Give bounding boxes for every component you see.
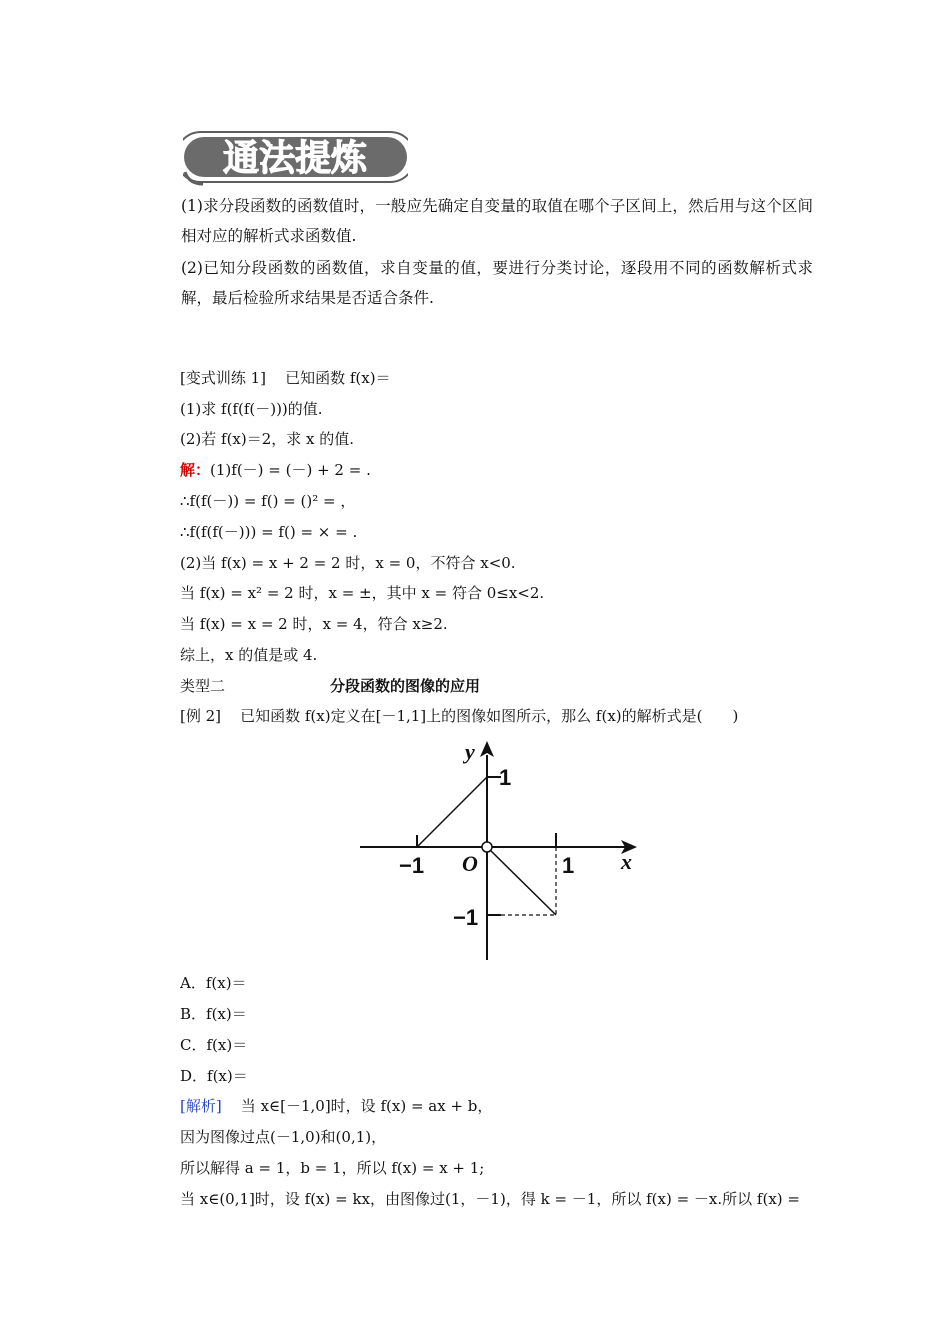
analysis-line-4: 当 x∈(0,1]时，设 f(x) = kx，由图像过(1，－1)，得 k = －1，所以 f(x) = －x.所以 f(x) = (180, 1190, 800, 1208)
exercise-heading (180, 368, 391, 388)
summary-paragraph-2 (137, 253, 813, 313)
option-b: B．f(x)＝ (180, 1005, 247, 1023)
option-a: A．f(x)＝ (180, 974, 247, 992)
exercise-tag: [变式训练 1] (180, 369, 267, 387)
solution-line-3: ∴f(f(f(－))) = f() = × = . (180, 523, 358, 541)
banner-title: 通法提炼 (222, 138, 368, 179)
option-c: C．f(x)＝ (180, 1036, 248, 1054)
analysis-line-2: 因为图像过点(－1,0)和(0,1)， (180, 1128, 387, 1146)
section-banner (183, 128, 408, 188)
analysis-text-1: 当 x∈[－1,0]时，设 f(x) = ax + b， (240, 1097, 493, 1115)
graph-svg (355, 735, 645, 965)
solution-line-4: (2)当 f(x) = x + 2 = 2 时，x = 0，不符合 x<0. (180, 554, 516, 572)
solution-line-6: 当 f(x) = x = 2 时，x = 4，符合 x≥2. (180, 615, 448, 633)
origin-label: O (462, 851, 478, 876)
solution-line-1 (180, 460, 371, 480)
summary-text-1: (1)求分段函数的函数值时，一般应先确定自变量的取值在哪个子区间上，然后用与这个区间相对应的解析式求函数值. (181, 197, 813, 245)
open-point-origin (482, 842, 492, 852)
analysis-label: [解析] (180, 1097, 222, 1115)
analysis-line-1 (180, 1096, 492, 1116)
tick-label-y-bottom: −1 (453, 905, 479, 930)
option-d: D．f(x)＝ (180, 1067, 248, 1085)
example-heading (180, 706, 738, 726)
example-tag: [例 2] (180, 707, 222, 725)
solution-label: 解： (180, 461, 211, 479)
tick-label-y-top: 1 (499, 765, 512, 790)
solution-text-1: (1)f(－) = (－) + 2 = . (210, 461, 371, 479)
tick-label-x-left: −1 (399, 853, 425, 878)
y-axis-arrow-icon (480, 741, 494, 757)
summary-text-2: (2)已知分段函数的函数值，求自变量的值，要进行分类讨论，逐段用不同的函数解析式求解，最后检验所求结果是否适合条件. (181, 259, 813, 307)
function-graph (355, 735, 645, 965)
segment-left (417, 777, 487, 847)
section-title: 分段函数的图像的应用 (330, 677, 481, 695)
analysis-line-3: 所以解得 a = 1，b = 1，所以 f(x) = x + 1; (180, 1159, 485, 1177)
summary-paragraph-1 (137, 191, 813, 251)
banner-shape-icon (183, 128, 408, 188)
tick-label-x-right: 1 (562, 853, 575, 878)
solution-line-7: 综上，x 的值是或 4. (180, 646, 318, 664)
exercise-q1: (1)求 f(f(f(－)))的值. (180, 400, 323, 418)
x-axis-label: x (621, 849, 632, 874)
exercise-stem: 已知函数 f(x)＝ (285, 369, 391, 387)
solution-line-5: 当 f(x) = x² = 2 时，x = ±，其中 x = 符合 0≤x<2. (180, 584, 545, 602)
y-axis-label: y (465, 739, 475, 764)
segment-right (487, 847, 556, 915)
section-type: 类型二 (180, 677, 226, 695)
exercise-q2: (2)若 f(x)＝2，求 x 的值. (180, 430, 355, 448)
solution-line-2: ∴f(f(－)) = f() = ()² = ， (180, 492, 356, 510)
example-stem: 已知函数 f(x)定义在[－1,1]上的图像如图所示，那么 f(x)的解析式是( ) (240, 707, 739, 725)
